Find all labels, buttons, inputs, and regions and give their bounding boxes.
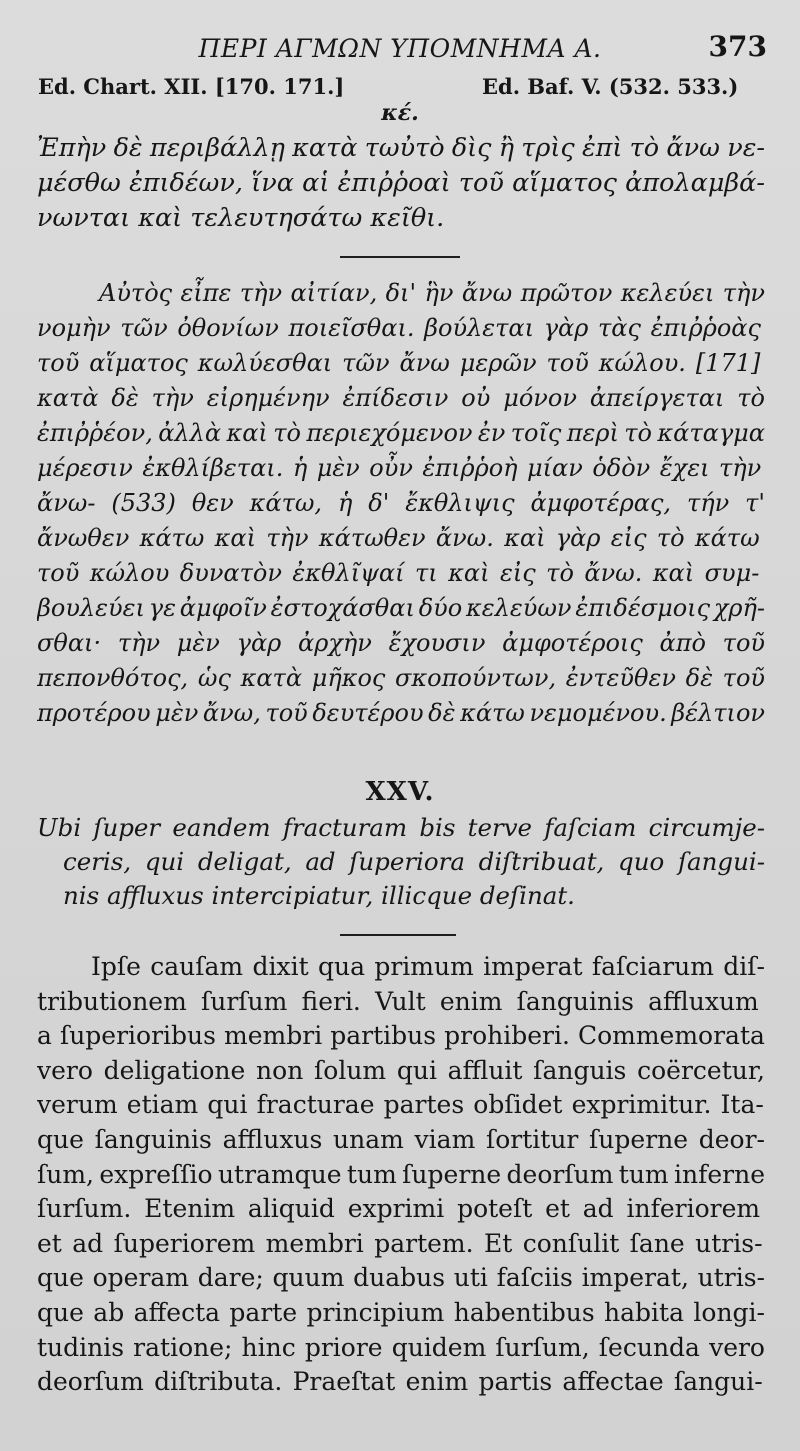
latin-commentary-line: ſurſum. Etenim aliquid exprimi poteſt et ad inferiorem — [37, 1194, 761, 1224]
greek-commentary-line: νομὴν τῶν ὀθονίων ποιεῖσθαι. βούλεται γὰρ τὰς ἐπιῤῥοὰς — [37, 314, 761, 342]
latin-commentary-line: tudinis ratione; hinc priore quidem ſurſum, ſecunda vero — [37, 1332, 765, 1362]
page-number: 373 — [708, 30, 767, 63]
latin-lemma-line: Ubi ſuper eandem fracturam bis terve faſciam circumje- — [37, 813, 765, 842]
latin-commentary-line: tributionem ſurſum fieri. Vult enim ſanguinis affluxum — [37, 986, 759, 1016]
latin-commentary-line: deorſum diſtributa. Praeſtat enim partis affectae ſangui- — [37, 1367, 763, 1397]
greek-lemma-line: νωνται καὶ τελευτησάτω κεῖθι. — [37, 203, 445, 233]
greek-lemma — [37, 131, 765, 236]
latin-lemma-line: nis affluxus intercipiatur, illicque deſinat. — [63, 881, 575, 910]
running-title: ΠΕΡΙ ΑΓΜΩΝ ΥΠΟΜΝΗΜΑ Α. — [198, 34, 602, 63]
latin-commentary-line: que ſanguinis affluxus unam viam ſortitur ſuperne deor- — [37, 1124, 765, 1154]
section-divider — [340, 934, 456, 936]
latin-commentary-line: a ſuperioribus membri partibus prohiberi. Commemorata — [37, 1021, 765, 1051]
greek-commentary-line: ἄνω- (533) θεν κάτω, ἡ δ' ἔκθλιψις ἀμφοτέρας, τήν τ' — [37, 489, 765, 517]
greek-section-number: κέ. — [381, 100, 419, 126]
greek-commentary-line: ἐπιῤῥέον, ἀλλὰ καὶ τὸ περιεχόμενον ἐν τοῖς περὶ τὸ κάταγμα — [37, 419, 765, 447]
latin-lemma-line: ceris, qui deligat, ad ſuperiora diſtribuat, quo ſangui- — [63, 847, 765, 876]
greek-commentary-line: πεπονθότος, ὡς κατὰ μῆκος σκοπούντων, ἐντεῦθεν δὲ τοῦ — [37, 664, 765, 692]
latin-commentary-line: Ipſe cauſam dixit qua primum imperat faſciarum diſ- — [91, 952, 765, 981]
greek-commentary-line: Αὐτὸς εἶπε τὴν αἰτίαν, δι' ἣν ἄνω πρῶτον κελεύει τὴν — [99, 279, 765, 307]
latin-commentary-line: verum etiam qui fracturae partes obſidet exprimitur. Ita- — [37, 1090, 764, 1120]
edition-reference-basel: Ed. Baf. V. (532. 533.) — [482, 74, 739, 99]
greek-commentary-line: βουλεύει γε ἀμφοῖν ἐστοχάσθαι δύο κελεύων ἐπιδέσμοις χρῆ- — [37, 594, 765, 622]
greek-commentary-line: τοῦ αἵματος κωλύεσθαι τῶν ἄνω μερῶν τοῦ κώλου. [171] — [37, 349, 761, 377]
latin-commentary-line: que operam dare; quum duabus uti faſciis imperat, utris- — [37, 1263, 765, 1293]
greek-commentary-line: τοῦ κώλου δυνατὸν ἐκθλῖψαί τι καὶ εἰς τὸ ἄνω. καὶ συμ- — [37, 559, 760, 587]
latin-commentary-line: ſum, expreſſio utramque tum ſuperne deorſum tum inferne — [37, 1159, 765, 1189]
latin-commentary — [37, 950, 765, 1400]
greek-commentary-line: μέρεσιν ἐκθλίβεται. ἡ μὲν οὖν ἐπιῤῥοὴ μίαν ὁδὸν ἔχει τὴν — [37, 454, 762, 482]
latin-lemma — [37, 811, 765, 913]
latin-commentary-line: que ab affecta parte principium habentibus habita longi- — [37, 1297, 765, 1327]
latin-commentary-line: vero deligatione non ſolum qui affluit ſanguis coërcetur, — [37, 1055, 765, 1085]
greek-commentary-line: προτέρου μὲν ἄνω, τοῦ δευτέρου δὲ κάτω νεμομένου. βέλτιον — [37, 699, 765, 727]
latin-section-number: XXV. — [365, 777, 435, 807]
greek-commentary-line: ἄνωθεν κάτω καὶ τὴν κάτωθεν ἄνω. καὶ γὰρ εἰς τὸ κάτω — [37, 524, 760, 552]
edition-reference-chart: Ed. Chart. XII. [170. 171.] — [38, 74, 345, 99]
latin-commentary-line: et ad ſuperiorem membri partem. Et conſulit ſane utris- — [37, 1228, 763, 1258]
greek-commentary — [37, 276, 765, 731]
greek-commentary-line: σθαι· τὴν μὲν γὰρ ἀρχὴν ἔχουσιν ἀμφοτέροις ἀπὸ τοῦ — [37, 629, 765, 657]
section-divider — [340, 256, 460, 258]
running-head — [0, 30, 800, 66]
greek-lemma-line: μέσθω ἐπιδέων, ἵνα αἱ ἐπιῤῥοαὶ τοῦ αἵματος ἀπολαμβά- — [37, 168, 765, 198]
greek-lemma-line: Ἐπὴν δὲ περιβάλλῃ κατὰ τωὐτὸ δὶς ἢ τρὶς ἐπὶ τὸ ἄνω νε- — [37, 133, 765, 163]
greek-commentary-line: κατὰ δὲ τὴν εἰρημένην ἐπίδεσιν οὐ μόνον ἀπείργεται τὸ — [37, 384, 765, 412]
